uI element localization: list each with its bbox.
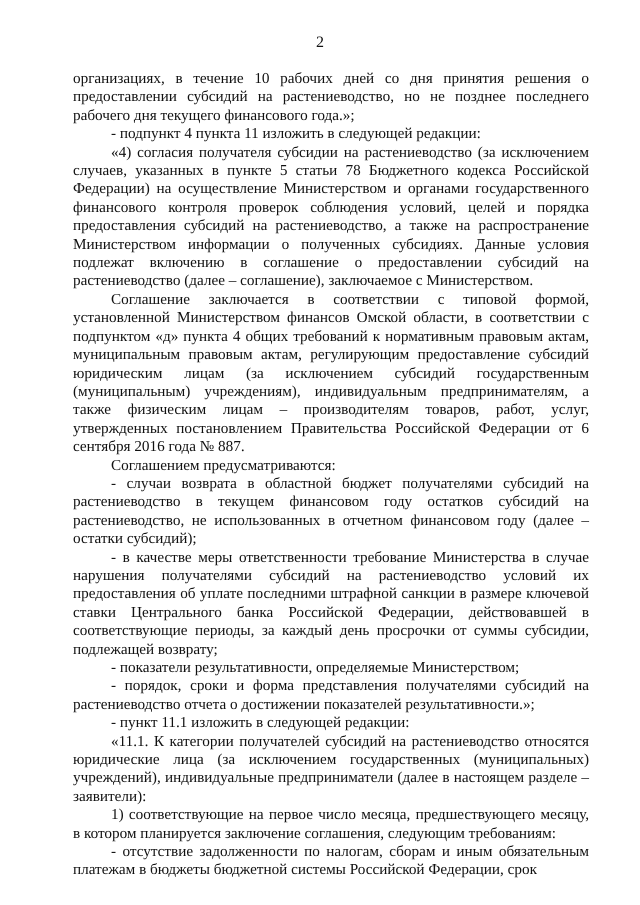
paragraph: Соглашение заключается в соответствии с типовой формой, установленной Министерством финансов Омской области, в соответствии с подпунктом «д» пункта 4 общих требований к нормативным правовым актам, муниципальным правовым актам, регулирующим предоставление субсидий юридическим лицам (за исключением субсидий государственным (муниципальным) учреждениям), индивидуальным предпринимателям, а также физическим лицам – производителям товаров, работ, услуг, утвержденных постановлением Правительства Российской Федерации от 6 сентября 2016 года № 887. xyxy=(73,290,589,456)
paragraph: - в качестве меры ответственности требование Министерства в случае нарушения получателями субсидий на растениеводство условий их предоставления об уплате последними штрафной санкции в размере ключевой ставки Центрального банка Российской Федерации, действовавшей в соответствующие периоды, за каждый день просрочки от суммы субсидии, подлежащей возврату; xyxy=(73,548,589,658)
paragraph: - подпункт 4 пункта 11 изложить в следующей редакции: xyxy=(111,125,481,143)
paragraph: - случаи возврата в областной бюджет получателями субсидий на растениеводство в текущем финансовом году остатков субсидий на растениеводство, не использованных в отчетном финансовом году (далее – остатки субсидий); xyxy=(73,474,589,548)
paragraph: - показатели результативности, определяемые Министерством; xyxy=(111,659,520,676)
paragraph: «11.1. К категории получателей субсидий на растениеводство относятся юридические лица (за исключением государственных (муниципальных) учреждений), индивидуальные предприниматели (далее в настоящем разделе – заявители): xyxy=(73,732,589,805)
paragraph: Соглашением предусматриваются: xyxy=(111,456,336,474)
page-number: 2 xyxy=(316,34,324,51)
paragraph: «4) согласия получателя субсидии на растениеводство (за исключением случаев, указанных в пункте 5 статьи 78 Бюджетного кодекса Российской Федерации) на осуществление Министерством и органами государственного финансового контроля проверок соблюдения условий, целей и порядка предоставления субсидий на растениеводство, а также на распространение Министерством информации о полученных субсидиях. Данные условия подлежат включению в соглашение о предоставлении субсидий на растениеводство (далее – соглашение), заключаемое с Министерством. xyxy=(73,143,589,290)
paragraph: - порядок, сроки и форма представления получателями субсидий на растениеводство отчета о достижении показателей результативности.»; xyxy=(73,677,589,713)
paragraph: 1) соответствующие на первое число месяца, предшествующего месяцу, в котором планируется заключение соглашения, следующим требованиям: xyxy=(73,806,589,842)
paragraph: - пункт 11.1 изложить в следующей редакции: xyxy=(111,714,410,732)
document-body xyxy=(73,70,589,880)
paragraph: организациях, в течение 10 рабочих дней со дня принятия решения о предоставлении субсидий на растениеводство, но не позднее последнего рабочего дня текущего финансового года.»; xyxy=(73,70,589,124)
paragraph: - отсутствие задолженности по налогам, сборам и иным обязательным платежам в бюджеты бюджетной системы Российской Федерации, срок xyxy=(73,843,589,879)
